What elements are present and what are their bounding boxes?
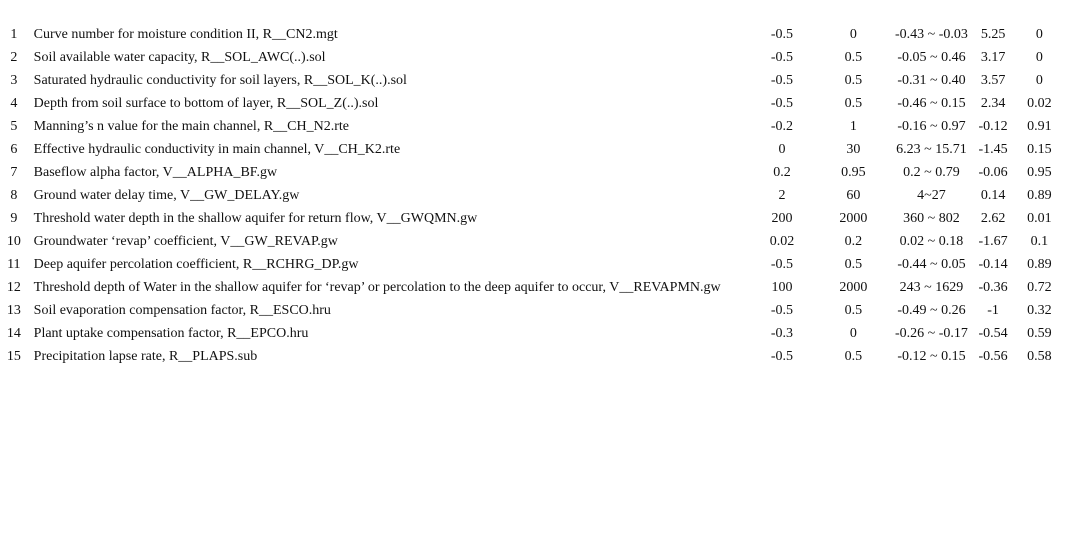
table-row (2, 138, 1065, 161)
t-stat: 3.17 (980, 50, 1006, 65)
t-stat: -0.14 (978, 257, 1008, 272)
max-value: 1 (849, 119, 857, 134)
row-number: 8 (10, 188, 18, 203)
min-value: -0.5 (770, 303, 794, 318)
fitted-range: 4~27 (917, 188, 946, 203)
parameter-description: Plant uptake compensation factor, R__EPCO.hru (33, 326, 309, 341)
max-value: 0 (849, 326, 857, 341)
parameter-description: Threshold depth of Water in the shallow aquifer for ‘revap’ or percolation to the deep aquifer to occur, V__REVAPMN.gw (33, 280, 721, 295)
row-number: 15 (6, 349, 21, 364)
min-value: -0.3 (770, 326, 794, 341)
fitted-range: -0.31 ~ 0.40 (897, 73, 966, 88)
row-number: 10 (6, 234, 21, 249)
p-value: 0 (1035, 50, 1043, 65)
parameter-description: Baseflow alpha factor, V__ALPHA_BF.gw (33, 165, 278, 180)
table-row (2, 207, 1065, 230)
parameter-description: Groundwater ‘revap’ coefficient, V__GW_REVAP.gw (33, 234, 338, 249)
p-value: 0.58 (1027, 349, 1052, 364)
fitted-range: -0.46 ~ 0.15 (897, 96, 966, 111)
min-value: -0.5 (770, 257, 794, 272)
row-number: 2 (10, 50, 18, 65)
row-number: 7 (10, 165, 18, 180)
min-value: 0 (778, 142, 786, 157)
p-value: 0.72 (1027, 280, 1052, 295)
table-row (2, 161, 1065, 184)
t-stat: -0.06 (978, 165, 1008, 180)
max-value: 0 (849, 27, 857, 42)
row-number: 11 (7, 257, 21, 272)
t-stat: -0.56 (978, 349, 1008, 364)
row-number: 6 (10, 142, 18, 157)
fitted-range: 6.23 ~ 15.71 (896, 142, 967, 157)
t-stat: -1 (987, 303, 999, 318)
fitted-range: -0.44 ~ 0.05 (897, 257, 966, 272)
p-value: 0.89 (1027, 188, 1052, 203)
table-row (2, 322, 1065, 345)
p-value: 0.59 (1027, 326, 1052, 341)
t-stat: 2.62 (980, 211, 1006, 226)
t-stat: 2.34 (980, 96, 1006, 111)
p-value: 0.95 (1027, 165, 1052, 180)
table-row (2, 92, 1065, 115)
parameter-description: Threshold water depth in the shallow aquifer for return flow, V__GWQMN.gw (33, 211, 478, 226)
table-row (2, 230, 1065, 253)
parameter-description: Deep aquifer percolation coefficient, R__RCHRG_DP.gw (33, 257, 359, 272)
row-number: 13 (6, 303, 21, 318)
p-value: 0.01 (1027, 211, 1052, 226)
table-row (2, 115, 1065, 138)
max-value: 0.5 (844, 303, 863, 318)
parameter-table-body (2, 23, 1065, 368)
row-number: 4 (10, 96, 18, 111)
parameter-description: Saturated hydraulic conductivity for soil layers, R__SOL_K(..).sol (33, 73, 407, 88)
table-row (2, 276, 1065, 299)
max-value: 30 (846, 142, 861, 157)
max-value: 0.5 (844, 257, 863, 272)
parameter-table (2, 23, 1065, 368)
p-value: 0 (1035, 73, 1043, 88)
row-number: 1 (10, 27, 18, 42)
max-value: 0.2 (844, 234, 863, 249)
parameter-description: Ground water delay time, V__GW_DELAY.gw (33, 188, 300, 203)
table-row (2, 23, 1065, 46)
fitted-range: -0.12 ~ 0.15 (897, 349, 966, 364)
t-stat: 0.14 (980, 188, 1006, 203)
t-stat: -0.54 (978, 326, 1008, 341)
max-value: 2000 (839, 280, 868, 295)
t-stat: -1.67 (978, 234, 1008, 249)
max-value: 60 (846, 188, 861, 203)
fitted-range: -0.05 ~ 0.46 (897, 50, 966, 65)
row-number: 3 (10, 73, 18, 88)
fitted-range: -0.26 ~ -0.17 (895, 326, 968, 341)
min-value: -0.5 (770, 73, 794, 88)
p-value: 0.1 (1030, 234, 1049, 249)
p-value: 0.15 (1027, 142, 1052, 157)
min-value: 200 (771, 211, 793, 226)
min-value: -0.2 (770, 119, 794, 134)
parameter-description: Depth from soil surface to bottom of layer, R__SOL_Z(..).sol (33, 96, 379, 111)
row-number: 12 (6, 280, 21, 295)
row-number: 5 (10, 119, 18, 134)
table-row (2, 345, 1065, 368)
parameter-description: Precipitation lapse rate, R__PLAPS.sub (33, 349, 258, 364)
max-value: 0.5 (844, 73, 863, 88)
parameter-description: Manning’s n value for the main channel, R__CH_N2.rte (33, 119, 349, 134)
p-value: 0 (1035, 27, 1043, 42)
row-number: 9 (10, 211, 18, 226)
fitted-range: 243 ~ 1629 (899, 280, 964, 295)
p-value: 0.32 (1027, 303, 1052, 318)
t-stat: 3.57 (980, 73, 1006, 88)
fitted-range: 360 ~ 802 (903, 211, 960, 226)
p-value: 0.89 (1027, 257, 1052, 272)
min-value: 0.2 (773, 165, 791, 180)
fitted-range: 0.02 ~ 0.18 (899, 234, 964, 249)
max-value: 0.5 (844, 349, 863, 364)
max-value: 2000 (839, 211, 868, 226)
min-value: -0.5 (770, 27, 794, 42)
p-value: 0.91 (1027, 119, 1052, 134)
fitted-range: -0.43 ~ -0.03 (895, 27, 968, 42)
table-row (2, 69, 1065, 92)
table-row (2, 184, 1065, 207)
p-value: 0.02 (1027, 96, 1052, 111)
max-value: 0.5 (844, 96, 863, 111)
parameter-description: Curve number for moisture condition II, R__CN2.mgt (33, 27, 338, 42)
table-row (2, 299, 1065, 322)
t-stat: -0.36 (978, 280, 1008, 295)
parameter-description: Effective hydraulic conductivity in main channel, V__CH_K2.rte (33, 142, 401, 157)
min-value: -0.5 (770, 96, 794, 111)
parameter-description: Soil available water capacity, R__SOL_AWC(..).sol (33, 50, 326, 65)
t-stat: -1.45 (978, 142, 1008, 157)
min-value: 2 (778, 188, 786, 203)
min-value: -0.5 (770, 349, 794, 364)
fitted-range: 0.2 ~ 0.79 (903, 165, 960, 180)
fitted-range: -0.49 ~ 0.26 (897, 303, 966, 318)
parameter-description: Soil evaporation compensation factor, R__ESCO.hru (33, 303, 331, 318)
max-value: 0.95 (841, 165, 866, 180)
fitted-range: -0.16 ~ 0.97 (897, 119, 966, 134)
row-number: 14 (6, 326, 21, 341)
min-value: 100 (771, 280, 793, 295)
t-stat: -0.12 (978, 119, 1008, 134)
max-value: 0.5 (844, 50, 863, 65)
table-row (2, 46, 1065, 69)
min-value: -0.5 (770, 50, 794, 65)
min-value: 0.02 (769, 234, 795, 249)
table-row (2, 253, 1065, 276)
t-stat: 5.25 (980, 27, 1006, 42)
